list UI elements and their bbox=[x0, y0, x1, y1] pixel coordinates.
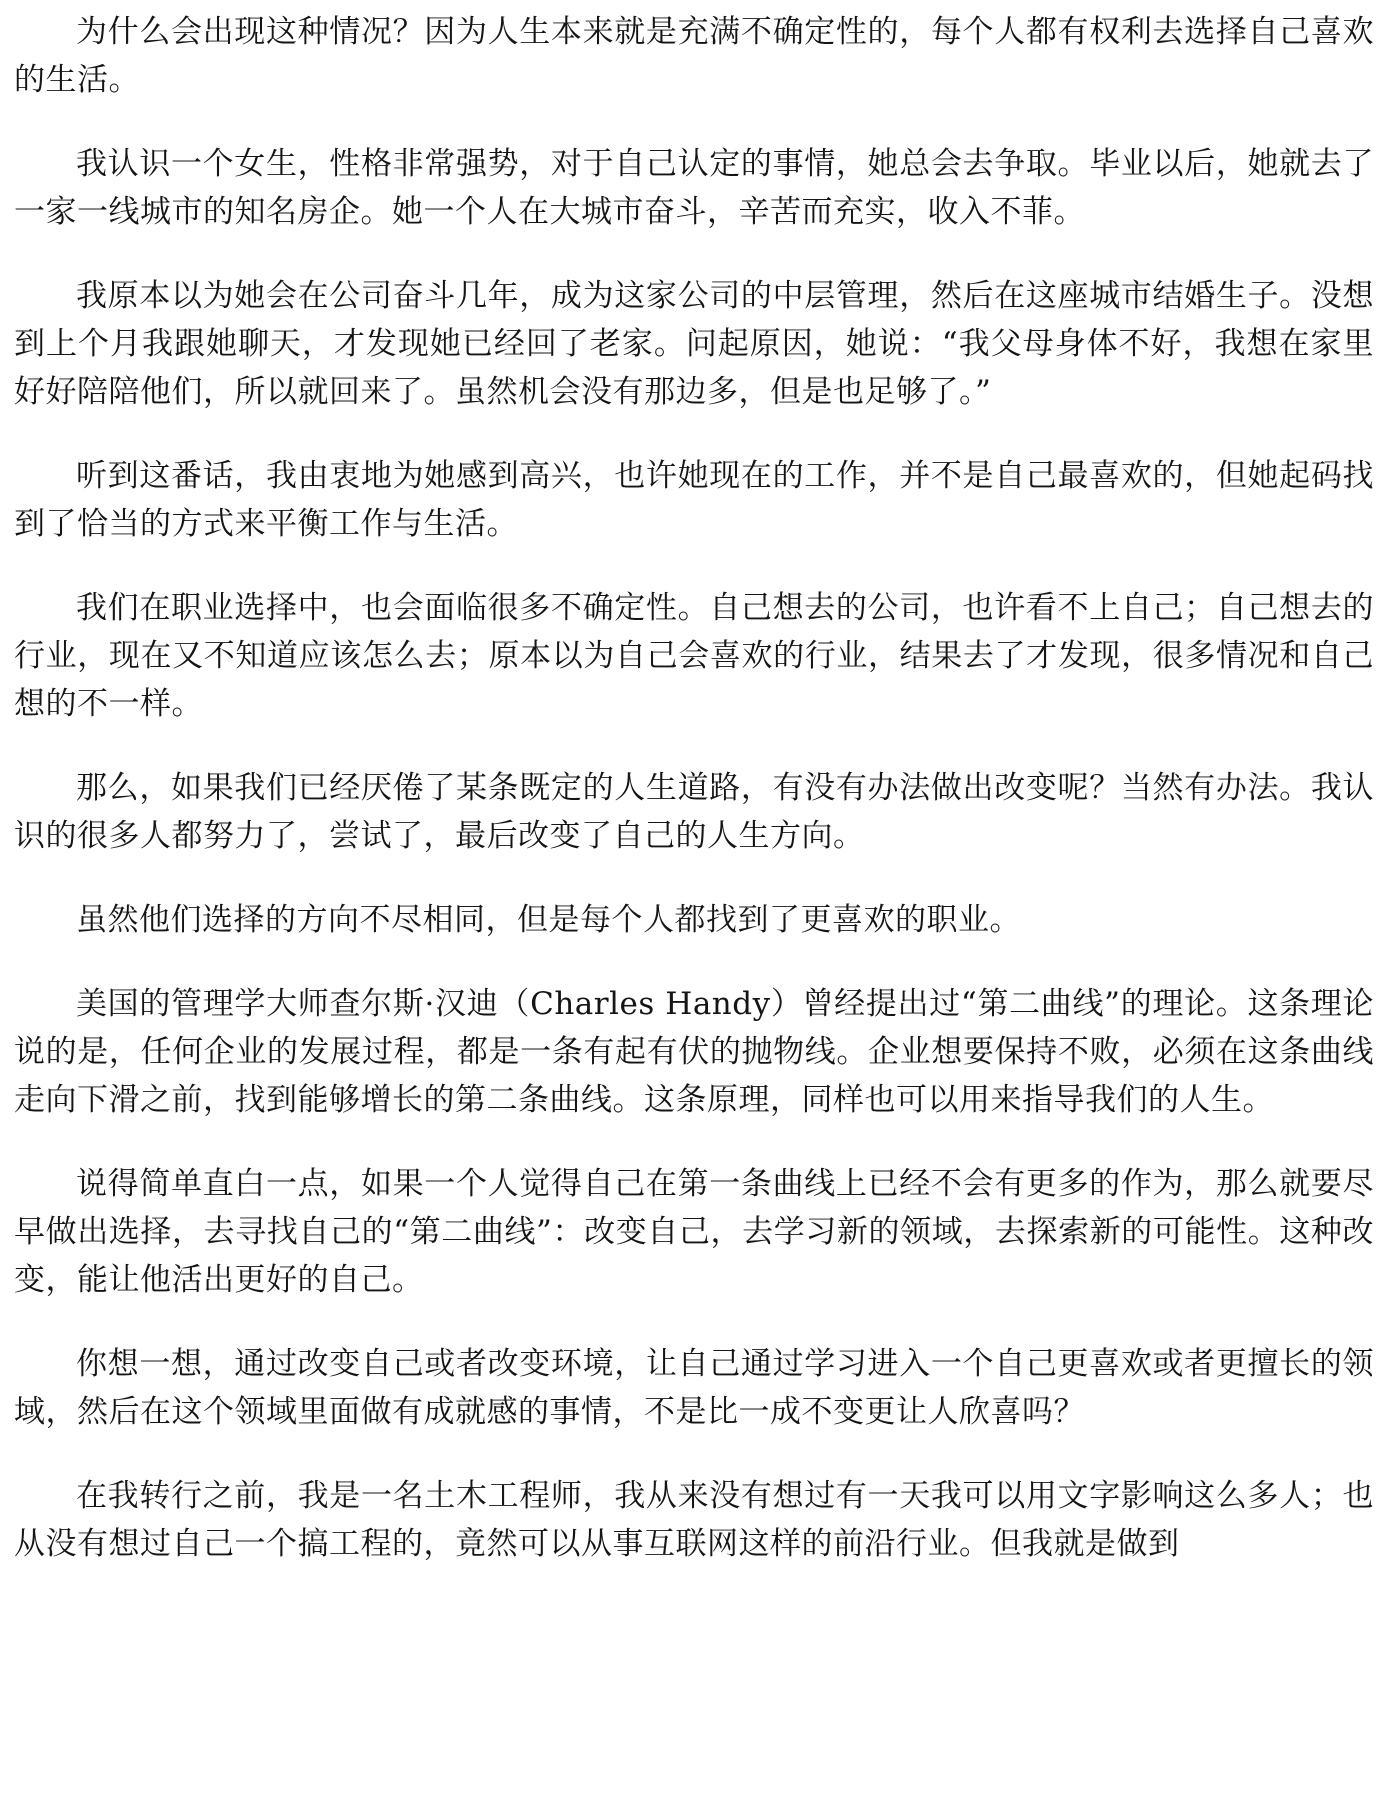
paragraph: 我原本以为她会在公司奋斗几年，成为这家公司的中层管理，然后在这座城市结婚生子。没想到上个月我跟她聊天，才发现她已经回了老家。问起原因，她说：“我父母身体不好，我想在家里好好陪陪他们，所以就回来了。虽然机会没有那边多，但是也足够了。” bbox=[14, 278, 1374, 410]
paragraph: 我认识一个女生，性格非常强势，对于自己认定的事情，她总会去争取。毕业以后，她就去了一家一线城市的知名房企。她一个人在大城市奋斗，辛苦而充实，收入不菲。 bbox=[14, 146, 1374, 230]
paragraph: 那么，如果我们已经厌倦了某条既定的人生道路，有没有办法做出改变呢？当然有办法。我认识的很多人都努力了，尝试了，最后改变了自己的人生方向。 bbox=[14, 770, 1374, 854]
paragraph: 说得简单直白一点，如果一个人觉得自己在第一条曲线上已经不会有更多的作为，那么就要尽早做出选择，去寻找自己的“第二曲线”：改变自己，去学习新的领域，去探索新的可能性。这种改变，能让他活出更好的自己。 bbox=[14, 1166, 1374, 1298]
paragraph: 你想一想，通过改变自己或者改变环境，让自己通过学习进入一个自己更喜欢或者更擅长的领域，然后在这个领域里面做有成就感的事情，不是比一成不变更让人欣喜吗？ bbox=[14, 1346, 1374, 1430]
paragraph: 听到这番话，我由衷地为她感到高兴，也许她现在的工作，并不是自己最喜欢的，但她起码找到了恰当的方式来平衡工作与生活。 bbox=[14, 458, 1374, 542]
paragraph: 我们在职业选择中，也会面临很多不确定性。自己想去的公司，也许看不上自己；自己想去的行业，现在又不知道应该怎么去；原本以为自己会喜欢的行业，结果去了才发现，很多情况和自己想的不一样。 bbox=[14, 590, 1374, 722]
paragraph: 为什么会出现这种情况？因为人生本来就是充满不确定性的，每个人都有权利去选择自己喜欢的生活。 bbox=[14, 14, 1374, 98]
document-page bbox=[14, 8, 1374, 1568]
paragraph: 美国的管理学大师查尔斯·汉迪（Charles Handy）曾经提出过“第二曲线”的理论。这条理论说的是，任何企业的发展过程，都是一条有起有伏的抛物线。企业想要保持不败，必须在这条曲线走向下滑之前，找到能够增长的第二条曲线。这条原理，同样也可以用来指导我们的人生。 bbox=[14, 986, 1374, 1118]
paragraph: 在我转行之前，我是一名土木工程师，我从来没有想过有一天我可以用文字影响这么多人；也从没有想过自己一个搞工程的，竟然可以从事互联网这样的前沿行业。但我就是做到 bbox=[14, 1478, 1374, 1562]
paragraph: 虽然他们选择的方向不尽相同，但是每个人都找到了更喜欢的职业。 bbox=[76, 902, 1021, 938]
